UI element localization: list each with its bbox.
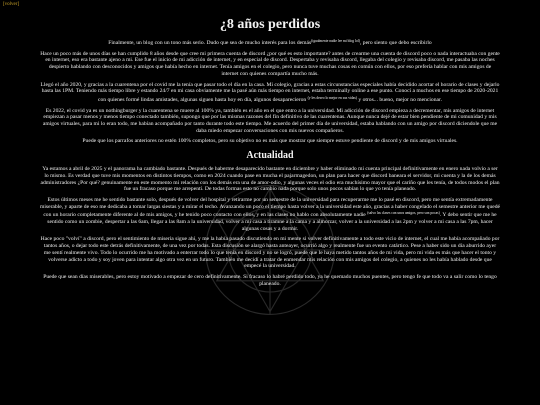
paragraph: Ya estamos a abril de 2025 y el panorama ha cambiado bastante. Después de haberme desaparecido bastante en diciembre y haber eliminado mi cuenta principal definitivamente en enero nada volvio a ser lo mismo. Es verdad que tuve mis momentos en distintos tiempos, como en 2024 cuando pase en mucha el pajarmagedon, un plan para hacer que discord baneara el servidor, mi cuenta y la de los demás administradores ¿Por qué? genuinamente en este momento mi relación con los demás era una de amor-odio, y algunas veces el odio era muchísimo mayor que el cariño que les tenía, de todos modos el plan fue un fracaso porque me arrepentí. De todas formas esto no cambio nada porque solo unos pocos sabían lo que yo tenía planeado. — [40, 166, 500, 193]
paragraph: Hace un poco más de unos días se han cumplido 8 años desde que cree mi primera cuenta de discord ¿por qué es esto importante? antes de crearme una cuenta de discord poco o nada interactuaba con gente en internet, eso era bastante ajeno a mi. Ese fue el inicio de mi adicción de internet, y en especial de discord. Despertaba y revisaba discord, llegaba del colegio y revisaba discord, me pasaba las noches despierto hablando con desconocidos y amigos que había hecho en internet. Tenía amigos en el colegio, pero nunca tuve muchas cosas en común con ellos, por eso prefería hablar con mis amigos de internet con quienes compartía mucho más. — [40, 50, 500, 77]
post-content — [40, 0, 500, 291]
section-heading: Actualidad — [246, 150, 294, 162]
aside-note: (igualmente nadie lee mi blog lol) — [311, 39, 360, 43]
aside-note: (y les deseo lo mejor en sus vidas) — [307, 95, 357, 100]
post-title: ¿8 años perdidos — [219, 17, 321, 32]
paragraph: Llegó el año 2020, y gracias a la cuarentena por el covid me la tenía que pasar todo el día en la casa. Mi colegio, gracias a estas circunstancias especiales había decidido acortar el horario de clases y dejarlo hasta las 1PM. Teniendo más tiempo libre y estando 24/7 en mi casa obviamente me la pasé aún más tiempo en internet, estaba terminally online a ese punto. Conocí a muchos en ese tiempo de 2020-2021 con quienes formé lindas amistades, algunas siguen hasta hoy en día, algunos desaparecieron $^{(y les deseo lo mejor en sus vidas)}$ y otros... bueno, mejor no mencionar. — [40, 81, 500, 103]
aside-note: (salvo las clases con unos amigos, pero son pocas) — [367, 211, 440, 216]
back-link[interactable]: [volver] — [3, 2, 20, 7]
paragraph: Estos últimos meses me he sentido bastante solo, después de volver del hospital y retirarme por un semestre de la universidad para recuperarme me lo pasé en discord, pero me sentía extremadamente miserable, y aparte de eso me dedicaba a tomar largas siestas y a mirar el techo. Avanzando un poco el tiempo hasta volver a la universidad este año, gracias a haber congelado el semestre anterior me quedé con un horario completamente diferente al de mis amigos, y he tenido poco contacto con ellos, y en las clases no hablo con absolutamente nadie $^{(salvo las clases con unos amigos, pero son pocas)}$. Y debo sentir que me he sentido como un zombie, despertar a las 6am, llegar a las 8am a la universidad, volver a mi casa a tiramne a la cama y a almorzar, volver a la universidad a las 2pm y volver a mi casa a las 7pm, hacer algunas cosas y a dormir. — [40, 196, 501, 232]
paragraph: Hace poco "volví" a discord, pero el sentimiento de miseria sigue ahí, y me la había pasado discutiendo en mi mente si volver definitivamente a todo este vicio de internet, el cual me había acompañado por tantos años, o dejar todo este detrás definitivamente, de una vez por todas. Esta discusión se alargó hasta anteayer, ocurrió algo y realmente fue un evento catártico. Pese a haber sido un día aburrido ayer me sentí realmente vivo. Todo lo ocurrido me ha motivado a enterrar todo lo que tenía en discord y no se logró, puede que le haya metido tantos años de mi vida, pero mi vida es más que hacer el tonto y volverse adicto a todo y soy joven para intentar algo otra vez en un futuro. También me decidí a tratar de enmendar mis relación con mis amigos del colegio, a quienes no les había hablado desde que empecé la universidad. — [40, 236, 500, 270]
paragraph: Es 2022, el covid ya es un nothingburger y la cuarentena se muere al 100% ya, también es el año en el que entro a la universidad. Mi adicción de discord empieza a decrementar, mis amigos de internet empiezan a pasar menos y menos tiempo conectado también, supongo que por las mismas razones del fin definitivo de las cuarentenas. Aunque nunca dejé de estar bien pendiente de mi comunidad y mis amigos virtuales, para mi lo eran todo, me habían acompañado por tanto durante todo este tiempo. Me acuerdo del primer día de universidad, estaba hablando con un amigo por discord diciendole que me daba miedo empezar conversaciones con mis nuevos compañeros. — [42, 107, 498, 134]
paragraph: Puede que sean días miserables, pero estoy motivado a empezar de cero definitivamente. Si fracaso lo habré perdido todo, ya he quemado muchos puentes, pero tengo fe que todo va a salir como lo tengo planeado. — [43, 273, 497, 287]
intro-paragraph: Finalmente, un blog con un tono más serio. Dudo que sea de mucho interés para los demás$^{(igualmente nadie lee mi blog lol)}$, pero siento que debo escribirlo — [108, 39, 432, 46]
paragraph: Puede que los parrafos anteriores no estén 100% completos, pero su objetivo no es más que mostrar que siempre estuve pendiente de discord y de mis amigos virtuales. — [82, 138, 458, 145]
